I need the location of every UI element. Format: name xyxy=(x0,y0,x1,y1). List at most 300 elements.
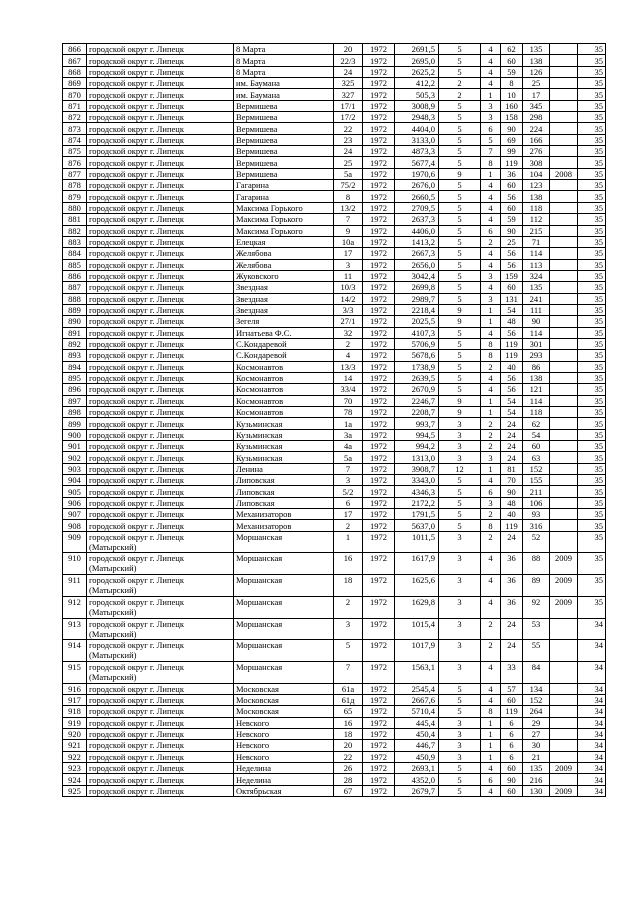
capital-repair-year-cell xyxy=(550,350,578,361)
total-area-cell: 2676,0 xyxy=(395,180,439,191)
street-cell: Липовская xyxy=(234,475,334,486)
year-built-cell: 1972 xyxy=(363,100,395,111)
house-number-cell: 10а xyxy=(334,236,363,247)
score-cell: 35 xyxy=(578,282,606,293)
year-built-cell: 1972 xyxy=(363,553,395,575)
street-cell: Вермишева xyxy=(234,168,334,179)
year-built-cell: 1972 xyxy=(363,717,395,728)
house-number-cell: 16 xyxy=(334,553,363,575)
street-cell: С.Кондаревой xyxy=(234,350,334,361)
entrances-cell: 8 xyxy=(481,520,501,531)
total-area-cell: 4107,3 xyxy=(395,327,439,338)
total-area-cell: 4873,3 xyxy=(395,146,439,157)
apartments-cell: 54 xyxy=(501,407,523,418)
year-built-cell: 1972 xyxy=(363,316,395,327)
row-number-cell: 920 xyxy=(63,728,87,739)
floors-cell: 3 xyxy=(439,717,481,728)
street-cell: Невского xyxy=(234,717,334,728)
row-number-cell: 909 xyxy=(63,531,87,553)
table-row xyxy=(63,751,606,762)
apartments-cell: 90 xyxy=(501,774,523,785)
capital-repair-year-cell xyxy=(550,146,578,157)
apartments-cell: 119 xyxy=(501,157,523,168)
total-area-cell: 2639,5 xyxy=(395,372,439,383)
year-built-cell: 1972 xyxy=(363,661,395,683)
score-cell: 35 xyxy=(578,596,606,618)
municipality-cell: городской округ г. Липецк xyxy=(87,168,234,179)
entrances-cell: 1 xyxy=(481,304,501,315)
house-number-cell: 14 xyxy=(334,372,363,383)
municipality-cell: городской округ г. Липецк xyxy=(87,112,234,123)
entrances-cell: 4 xyxy=(481,180,501,191)
total-area-cell: 1617,9 xyxy=(395,553,439,575)
table-row xyxy=(63,418,606,429)
score-cell: 35 xyxy=(578,372,606,383)
total-area-cell: 4346,3 xyxy=(395,486,439,497)
apartments-cell: 90 xyxy=(501,123,523,134)
score-cell: 34 xyxy=(578,785,606,796)
municipality-cell: городской округ г. Липецк xyxy=(87,338,234,349)
street-cell: Моршанская xyxy=(234,531,334,553)
apartments-cell: 60 xyxy=(501,282,523,293)
row-number-cell: 902 xyxy=(63,452,87,463)
table-row xyxy=(63,350,606,361)
residents-cell: 88 xyxy=(523,553,550,575)
row-number-cell: 922 xyxy=(63,751,87,762)
municipality-cell: городской округ г. Липецк xyxy=(87,475,234,486)
municipality-cell: городской округ г. Липецк xyxy=(87,225,234,236)
residents-cell: 152 xyxy=(523,694,550,705)
year-built-cell: 1972 xyxy=(363,520,395,531)
table-row xyxy=(63,497,606,508)
apartments-cell: 119 xyxy=(501,350,523,361)
house-number-cell: 27/1 xyxy=(334,316,363,327)
house-number-cell: 67 xyxy=(334,785,363,796)
floors-cell: 5 xyxy=(439,180,481,191)
year-built-cell: 1972 xyxy=(363,338,395,349)
street-cell: Зегеля xyxy=(234,316,334,327)
apartments-cell: 6 xyxy=(501,751,523,762)
street-cell: Максима Горького xyxy=(234,225,334,236)
municipality-cell: городской округ г. Липецк xyxy=(87,395,234,406)
year-built-cell: 1972 xyxy=(363,640,395,662)
capital-repair-year-cell xyxy=(550,89,578,100)
entrances-cell: 4 xyxy=(481,763,501,774)
residents-cell: 30 xyxy=(523,740,550,751)
entrances-cell: 1 xyxy=(481,740,501,751)
house-number-cell: 20 xyxy=(334,44,363,55)
house-number-cell: 13/3 xyxy=(334,361,363,372)
house-number-cell: 1а xyxy=(334,418,363,429)
residents-cell: 215 xyxy=(523,225,550,236)
capital-repair-year-cell xyxy=(550,683,578,694)
floors-cell: 12 xyxy=(439,463,481,474)
apartments-cell: 81 xyxy=(501,463,523,474)
capital-repair-year-cell xyxy=(550,304,578,315)
apartments-cell: 56 xyxy=(501,259,523,270)
residents-cell: 126 xyxy=(523,66,550,77)
row-number-cell: 887 xyxy=(63,282,87,293)
floors-cell: 5 xyxy=(439,225,481,236)
house-number-cell: 18 xyxy=(334,728,363,739)
total-area-cell: 3042,4 xyxy=(395,270,439,281)
row-number-cell: 916 xyxy=(63,683,87,694)
row-number-cell: 890 xyxy=(63,316,87,327)
document-page xyxy=(62,43,606,797)
floors-cell: 2 xyxy=(439,89,481,100)
residents-cell: 25 xyxy=(523,78,550,89)
capital-repair-year-cell xyxy=(550,316,578,327)
street-cell: Кузьминская xyxy=(234,429,334,440)
floors-cell: 5 xyxy=(439,214,481,225)
table-row xyxy=(63,395,606,406)
score-cell: 34 xyxy=(578,640,606,662)
floors-cell: 3 xyxy=(439,452,481,463)
table-row xyxy=(63,202,606,213)
row-number-cell: 897 xyxy=(63,395,87,406)
street-cell: Липовская xyxy=(234,497,334,508)
apartments-cell: 40 xyxy=(501,509,523,520)
house-number-cell: 24 xyxy=(334,146,363,157)
row-number-cell: 904 xyxy=(63,475,87,486)
street-cell: Вермишева xyxy=(234,100,334,111)
capital-repair-year-cell xyxy=(550,372,578,383)
municipality-cell: городской округ г. Липецк (Матырский) xyxy=(87,618,234,640)
house-number-cell: 7 xyxy=(334,214,363,225)
score-cell: 35 xyxy=(578,112,606,123)
year-built-cell: 1972 xyxy=(363,66,395,77)
entrances-cell: 2 xyxy=(481,509,501,520)
residents-cell: 135 xyxy=(523,282,550,293)
score-cell: 35 xyxy=(578,475,606,486)
table-row xyxy=(63,728,606,739)
score-cell: 35 xyxy=(578,316,606,327)
floors-cell: 5 xyxy=(439,270,481,281)
house-number-cell: 18 xyxy=(334,575,363,597)
entrances-cell: 2 xyxy=(481,361,501,372)
floors-cell: 3 xyxy=(439,661,481,683)
municipality-cell: городской округ г. Липецк (Матырский) xyxy=(87,531,234,553)
row-number-cell: 923 xyxy=(63,763,87,774)
residents-cell: 118 xyxy=(523,202,550,213)
floors-cell: 3 xyxy=(439,575,481,597)
residents-cell: 92 xyxy=(523,596,550,618)
floors-cell: 5 xyxy=(439,384,481,395)
entrances-cell: 6 xyxy=(481,123,501,134)
score-cell: 35 xyxy=(578,248,606,259)
table-row xyxy=(63,112,606,123)
entrances-cell: 3 xyxy=(481,100,501,111)
street-cell: Вермишева xyxy=(234,112,334,123)
capital-repair-year-cell xyxy=(550,509,578,520)
entrances-cell: 4 xyxy=(481,575,501,597)
house-number-cell: 16 xyxy=(334,717,363,728)
street-cell: Кузьминская xyxy=(234,452,334,463)
table-row xyxy=(63,236,606,247)
total-area-cell: 2989,7 xyxy=(395,293,439,304)
house-number-cell: 5 xyxy=(334,640,363,662)
apartments-cell: 10 xyxy=(501,89,523,100)
apartments-cell: 48 xyxy=(501,316,523,327)
apartments-cell: 25 xyxy=(501,236,523,247)
capital-repair-year-cell xyxy=(550,395,578,406)
street-cell: Кузьминская xyxy=(234,441,334,452)
total-area-cell: 1625,6 xyxy=(395,575,439,597)
capital-repair-year-cell xyxy=(550,361,578,372)
total-area-cell: 5710,4 xyxy=(395,706,439,717)
municipality-cell: городской округ г. Липецк (Матырский) xyxy=(87,575,234,597)
floors-cell: 5 xyxy=(439,44,481,55)
total-area-cell: 446,7 xyxy=(395,740,439,751)
total-area-cell: 2691,5 xyxy=(395,44,439,55)
total-area-cell: 505,3 xyxy=(395,89,439,100)
residents-cell: 29 xyxy=(523,717,550,728)
house-number-cell: 13/2 xyxy=(334,202,363,213)
floors-cell: 5 xyxy=(439,248,481,259)
row-number-cell: 898 xyxy=(63,407,87,418)
total-area-cell: 2545,4 xyxy=(395,683,439,694)
house-number-cell: 327 xyxy=(334,89,363,100)
year-built-cell: 1972 xyxy=(363,509,395,520)
residents-cell: 324 xyxy=(523,270,550,281)
municipality-cell: городской округ г. Липецк xyxy=(87,282,234,293)
entrances-cell: 1 xyxy=(481,728,501,739)
capital-repair-year-cell xyxy=(550,100,578,111)
year-built-cell: 1972 xyxy=(363,44,395,55)
house-number-cell: 70 xyxy=(334,395,363,406)
house-number-cell: 4 xyxy=(334,350,363,361)
total-area-cell: 994,5 xyxy=(395,429,439,440)
table-row xyxy=(63,78,606,89)
apartments-cell: 131 xyxy=(501,293,523,304)
capital-repair-year-cell xyxy=(550,112,578,123)
house-number-cell: 3 xyxy=(334,259,363,270)
floors-cell: 5 xyxy=(439,134,481,145)
table-row xyxy=(63,361,606,372)
residents-cell: 104 xyxy=(523,168,550,179)
residents-cell: 114 xyxy=(523,395,550,406)
row-number-cell: 913 xyxy=(63,618,87,640)
entrances-cell: 4 xyxy=(481,259,501,270)
score-cell: 35 xyxy=(578,123,606,134)
table-row xyxy=(63,384,606,395)
capital-repair-year-cell xyxy=(550,429,578,440)
municipality-cell: городской округ г. Липецк xyxy=(87,774,234,785)
row-number-cell: 886 xyxy=(63,270,87,281)
row-number-cell: 880 xyxy=(63,202,87,213)
year-built-cell: 1972 xyxy=(363,327,395,338)
capital-repair-year-cell xyxy=(550,706,578,717)
residents-cell: 62 xyxy=(523,418,550,429)
entrances-cell: 4 xyxy=(481,372,501,383)
capital-repair-year-cell xyxy=(550,78,578,89)
residents-cell: 60 xyxy=(523,441,550,452)
entrances-cell: 4 xyxy=(481,191,501,202)
year-built-cell: 1972 xyxy=(363,146,395,157)
entrances-cell: 4 xyxy=(481,475,501,486)
row-number-cell: 894 xyxy=(63,361,87,372)
residents-cell: 21 xyxy=(523,751,550,762)
table-row xyxy=(63,475,606,486)
year-built-cell: 1972 xyxy=(363,486,395,497)
year-built-cell: 1972 xyxy=(363,293,395,304)
street-cell: Космонавтов xyxy=(234,395,334,406)
residents-cell: 63 xyxy=(523,452,550,463)
year-built-cell: 1972 xyxy=(363,225,395,236)
score-cell: 34 xyxy=(578,661,606,683)
house-number-cell: 26 xyxy=(334,763,363,774)
municipality-cell: городской округ г. Липецк xyxy=(87,694,234,705)
entrances-cell: 1 xyxy=(481,395,501,406)
capital-repair-year-cell xyxy=(550,694,578,705)
score-cell: 35 xyxy=(578,168,606,179)
entrances-cell: 4 xyxy=(481,55,501,66)
total-area-cell: 3908,7 xyxy=(395,463,439,474)
total-area-cell: 1017,9 xyxy=(395,640,439,662)
total-area-cell: 2695,0 xyxy=(395,55,439,66)
row-number-cell: 900 xyxy=(63,429,87,440)
entrances-cell: 3 xyxy=(481,270,501,281)
municipality-cell: городской округ г. Липецк xyxy=(87,78,234,89)
table-row xyxy=(63,774,606,785)
row-number-cell: 921 xyxy=(63,740,87,751)
floors-cell: 5 xyxy=(439,327,481,338)
capital-repair-year-cell xyxy=(550,407,578,418)
apartments-cell: 48 xyxy=(501,497,523,508)
house-number-cell: 33/4 xyxy=(334,384,363,395)
floors-cell: 5 xyxy=(439,338,481,349)
year-built-cell: 1972 xyxy=(363,763,395,774)
total-area-cell: 2656,0 xyxy=(395,259,439,270)
residents-cell: 293 xyxy=(523,350,550,361)
year-built-cell: 1972 xyxy=(363,55,395,66)
residents-cell: 112 xyxy=(523,214,550,225)
entrances-cell: 4 xyxy=(481,785,501,796)
municipality-cell: городской округ г. Липецк xyxy=(87,683,234,694)
capital-repair-year-cell xyxy=(550,384,578,395)
capital-repair-year-cell xyxy=(550,180,578,191)
score-cell: 34 xyxy=(578,728,606,739)
capital-repair-year-cell xyxy=(550,463,578,474)
residents-cell: 52 xyxy=(523,531,550,553)
score-cell: 35 xyxy=(578,293,606,304)
year-built-cell: 1972 xyxy=(363,575,395,597)
capital-repair-year-cell xyxy=(550,157,578,168)
year-built-cell: 1972 xyxy=(363,78,395,89)
floors-cell: 5 xyxy=(439,509,481,520)
year-built-cell: 1972 xyxy=(363,441,395,452)
year-built-cell: 1972 xyxy=(363,214,395,225)
municipality-cell: городской округ г. Липецк xyxy=(87,763,234,774)
house-number-cell: 1 xyxy=(334,531,363,553)
street-cell: Моршанская xyxy=(234,553,334,575)
floors-cell: 3 xyxy=(439,640,481,662)
street-cell: Желябова xyxy=(234,248,334,259)
table-row xyxy=(63,191,606,202)
total-area-cell: 5678,6 xyxy=(395,350,439,361)
municipality-cell: городской округ г. Липецк xyxy=(87,384,234,395)
score-cell: 35 xyxy=(578,395,606,406)
house-number-cell: 25 xyxy=(334,157,363,168)
municipality-cell: городской округ г. Липецк xyxy=(87,259,234,270)
house-number-cell: 32 xyxy=(334,327,363,338)
entrances-cell: 4 xyxy=(481,248,501,259)
score-cell: 35 xyxy=(578,338,606,349)
house-number-cell: 20 xyxy=(334,740,363,751)
municipality-cell: городской округ г. Липецк xyxy=(87,270,234,281)
street-cell: 8 Марта xyxy=(234,66,334,77)
street-cell: Моршанская xyxy=(234,596,334,618)
row-number-cell: 881 xyxy=(63,214,87,225)
residents-cell: 211 xyxy=(523,486,550,497)
row-number-cell: 917 xyxy=(63,694,87,705)
apartments-cell: 119 xyxy=(501,706,523,717)
residents-cell: 216 xyxy=(523,774,550,785)
row-number-cell: 905 xyxy=(63,486,87,497)
table-row xyxy=(63,661,606,683)
row-number-cell: 895 xyxy=(63,372,87,383)
score-cell: 35 xyxy=(578,361,606,372)
apartments-cell: 40 xyxy=(501,361,523,372)
floors-cell: 5 xyxy=(439,293,481,304)
score-cell: 35 xyxy=(578,350,606,361)
table-row xyxy=(63,509,606,520)
street-cell: Кузьминская xyxy=(234,418,334,429)
table-row xyxy=(63,89,606,100)
row-number-cell: 925 xyxy=(63,785,87,796)
municipality-cell: городской округ г. Липецк xyxy=(87,146,234,157)
table-row xyxy=(63,531,606,553)
street-cell: Моршанская xyxy=(234,661,334,683)
row-number-cell: 879 xyxy=(63,191,87,202)
row-number-cell: 912 xyxy=(63,596,87,618)
residents-cell: 113 xyxy=(523,259,550,270)
row-number-cell: 870 xyxy=(63,89,87,100)
row-number-cell: 911 xyxy=(63,575,87,597)
capital-repair-year-cell xyxy=(550,225,578,236)
score-cell: 34 xyxy=(578,694,606,705)
floors-cell: 5 xyxy=(439,497,481,508)
apartments-cell: 24 xyxy=(501,618,523,640)
row-number-cell: 892 xyxy=(63,338,87,349)
table-row xyxy=(63,640,606,662)
house-number-cell: 23 xyxy=(334,134,363,145)
street-cell: Ленина xyxy=(234,463,334,474)
score-cell: 35 xyxy=(578,270,606,281)
residents-cell: 93 xyxy=(523,509,550,520)
total-area-cell: 2025,5 xyxy=(395,316,439,327)
apartments-cell: 33 xyxy=(501,661,523,683)
residents-cell: 264 xyxy=(523,706,550,717)
floors-cell: 3 xyxy=(439,596,481,618)
municipality-cell: городской округ г. Липецк xyxy=(87,509,234,520)
floors-cell: 5 xyxy=(439,157,481,168)
year-built-cell: 1972 xyxy=(363,168,395,179)
street-cell: Гагарина xyxy=(234,180,334,191)
street-cell: Вермишева xyxy=(234,134,334,145)
street-cell: 8 Марта xyxy=(234,44,334,55)
capital-repair-year-cell: 2009 xyxy=(550,596,578,618)
capital-repair-year-cell xyxy=(550,486,578,497)
apartments-cell: 90 xyxy=(501,225,523,236)
entrances-cell: 2 xyxy=(481,618,501,640)
entrances-cell: 2 xyxy=(481,236,501,247)
apartments-cell: 6 xyxy=(501,740,523,751)
house-number-cell: 22 xyxy=(334,751,363,762)
score-cell: 34 xyxy=(578,618,606,640)
score-cell: 35 xyxy=(578,327,606,338)
score-cell: 35 xyxy=(578,553,606,575)
